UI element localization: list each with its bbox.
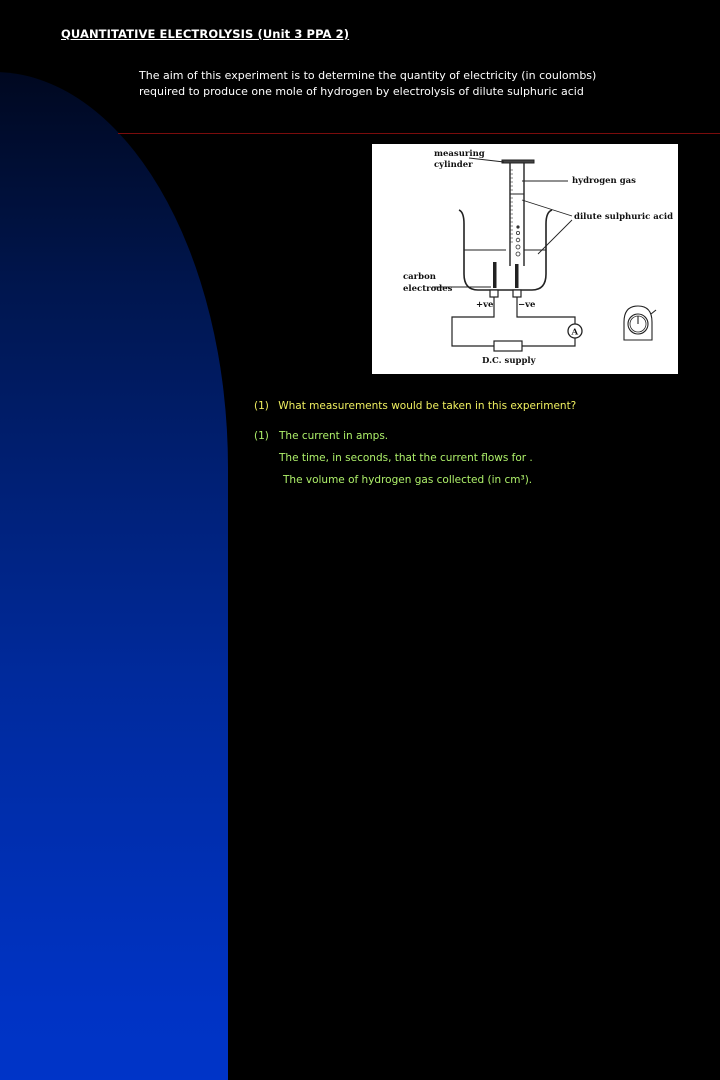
slide-title: QUANTITATIVE ELECTROLYSIS (Unit 3 PPA 2) <box>61 27 350 41</box>
label-negative: −ve <box>518 300 536 310</box>
answer-text: The time, in seconds, that the current flows for . <box>279 452 533 464</box>
beaker-icon <box>459 210 552 290</box>
answer-text: The volume of hydrogen gas collected (in cm³). <box>283 474 533 486</box>
aim-line-2: required to produce one mole of hydrogen by electrolysis of dilute sulphuric acid <box>139 85 584 98</box>
electrolysis-diagram <box>372 144 678 374</box>
question-number: (1) <box>254 400 269 412</box>
divider-line <box>118 133 720 134</box>
aim-line-1: The aim of this experiment is to determine the quantity of electricity (in coulombs) <box>139 69 597 82</box>
answer-item <box>279 452 533 464</box>
label-measuring: measuring <box>434 149 485 159</box>
question-text: What measurements would be taken in this experiment? <box>278 400 577 412</box>
answer-text: The current in amps. <box>279 430 389 442</box>
carbon-electrodes-icon <box>490 262 521 297</box>
label-cylinder: cylinder <box>434 160 473 170</box>
label-pointers <box>432 158 572 287</box>
circuit-wires <box>452 297 575 346</box>
ammeter-icon <box>568 324 582 338</box>
label-positive: +ve <box>476 300 494 310</box>
label-dilute-sulphuric-acid: dilute sulphuric acid <box>574 212 674 222</box>
answer-number: (1) <box>254 430 269 442</box>
dc-supply-icon <box>494 341 522 351</box>
label-dc-supply: D.C. supply <box>482 356 536 366</box>
blue-arc-decoration <box>0 72 228 1080</box>
answer-item <box>283 474 532 486</box>
svg-text:A: A <box>571 327 579 338</box>
label-electrodes: electrodes <box>403 284 453 294</box>
label-carbon: carbon <box>403 272 436 282</box>
label-hydrogen-gas: hydrogen gas <box>572 176 636 186</box>
aim-paragraph <box>139 68 596 100</box>
stopwatch-icon <box>624 306 656 340</box>
question <box>254 400 576 412</box>
